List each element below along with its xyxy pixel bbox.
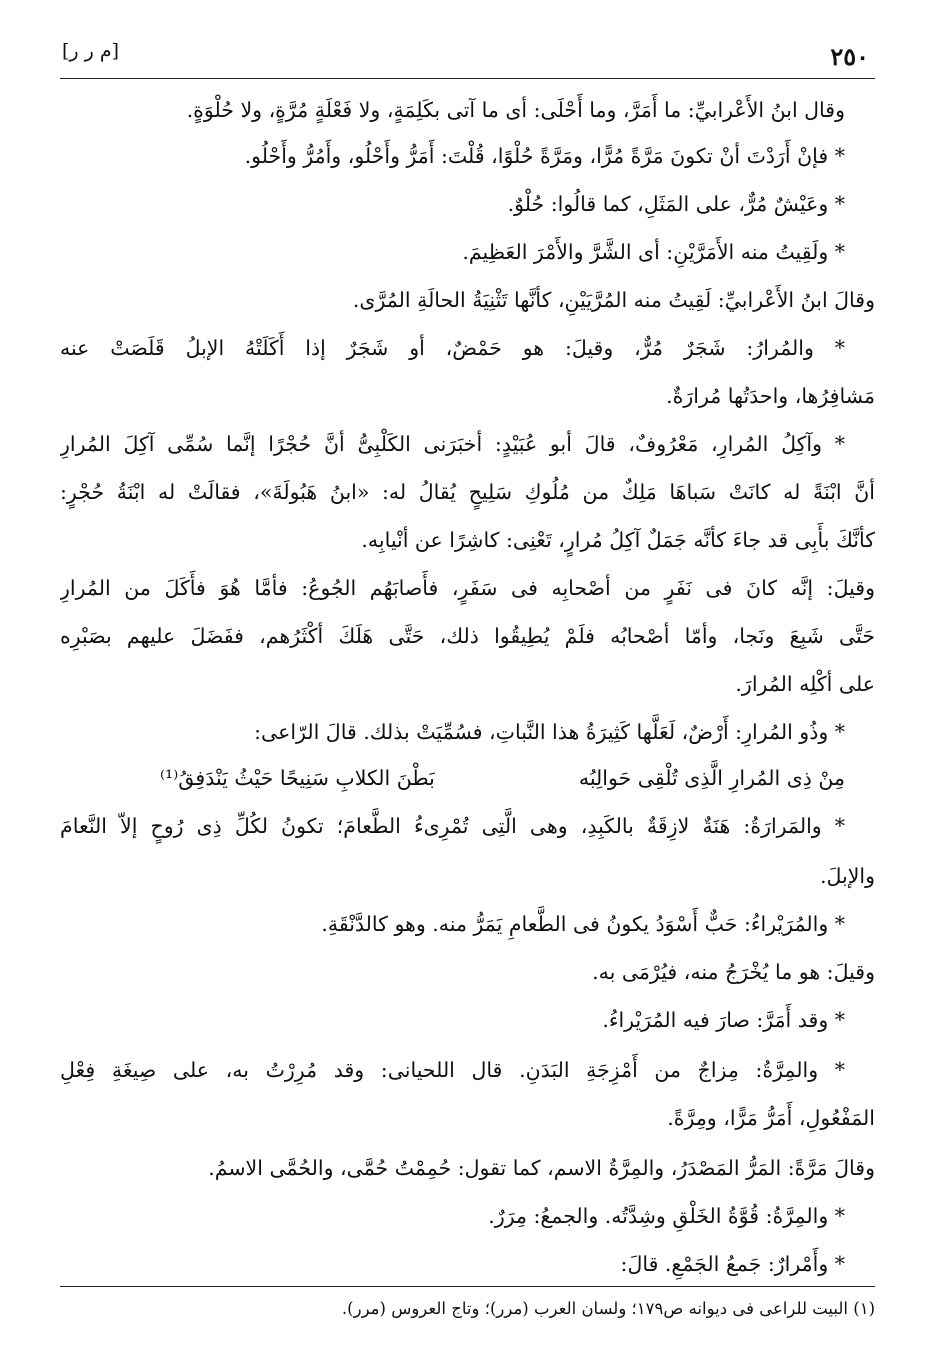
footnote-divider [60, 1286, 875, 1287]
text-line: وقيلَ: إنَّه كانَ فى نَفَرٍ من أصْحابِه فى سَفَرٍ، فأَصابَهُم الجُوعُ: فأمَّا هُوَ فأَكَلَ من المُرارِ [60, 576, 875, 600]
dictionary-page [60, 38, 875, 1338]
text-line: وقيلَ: هو ما يُخْرَجُ منه، فيُرْمَى به. [592, 960, 875, 984]
text-line: وقالَ ابنُ الأَعْرابيِّ: لَقِيتُ منه المُرَّيَيْنِ، كأنَّها تَثْنِيَةُ الحالَةِ المُرَّى. [352, 288, 875, 312]
text-line: مَشافِرُها، واحدَتُها مُرارَةٌ. [666, 384, 875, 408]
text-line: * وذُو المُرارِ: أَرْضٌ، لَعَلَّها كَثِيرَةُ هذا النَّباتِ، فسُمِّيَتْ بذلك. قالَ الرّاعى: [254, 720, 845, 744]
text-line: أنَّ ابْنَةً له كانَتْ سَباهَا مَلِكٌ من مُلُوكِ سَلِيحٍ يُقالُ له: «ابنُ هَبُولَةَ»، فقالَتْ له ابْنَةُ حُجْرٍ: [60, 480, 875, 504]
text-line: المَفْعُولِ، أَمَرُّ مَرًّا، ومِرَّةً. [667, 1106, 875, 1130]
text-line: * ولَقِيتُ منه الأَمَرَّيْنِ: أى الشَّرَّ والأَمْرَ العَظِيمَ. [462, 240, 845, 264]
text-line: * وعَيْشٌ مُرٌّ، على المَثَلِ، كما قالُوا: حُلْوٌ. [507, 192, 845, 216]
text-line: * والمِرَّةُ: مِزاجٌ من أَمْزِجَةِ البَدَنِ. قال اللحيانى: وقد مُرِرْتُ به، على صِيغَةِ فِعْلِ [60, 1058, 845, 1082]
text-line: كأنَّكَ بأَبِى قد جاءَ كأنَّه جَمَلٌ آكِلُ مُرارٍ، تَعْنِى: كاشِرًا عن أنْيابِه. [361, 528, 875, 552]
text-line: * والمِرَّةُ: قُوَّةُ الخَلْقِ وشِدَّتُه. والجمعُ: مِرَرٌ. [488, 1204, 845, 1228]
footnote: (١) البيت للراعى فى ديوانه ص١٧٩؛ ولسان العرب (مرر)؛ وتاج العروس (مرر). [341, 1299, 875, 1318]
text-line: * وأَمْرارٌ: جَمعُ الجَمْعِ. قالَ: [620, 1252, 845, 1276]
text-line: * وقد أَمَرَّ: صارَ فيه المُرَيْراءُ. [602, 1008, 845, 1032]
text-line: * والمُرَيْراءُ: حَبٌّ أَسْوَدُ يكونُ فى الطَّعامِ يَمَرُّ منه. وهو كالدَّنْقَةِ. [321, 912, 845, 936]
page-header [60, 38, 875, 79]
page-number: ٢٥٠ [830, 42, 869, 71]
text-line: * والمُرارُ: شَجَرٌ مُرٌّ، وقيلَ: هو حَمْضٌ، أو شَجَرٌ إذا أَكَلَتْهُ الإبلُ قَلَصَتْ عنه [60, 336, 845, 360]
root-label: [م ر ر] [62, 40, 120, 62]
verse-first-hemistich: مِنْ ذِى المُرارِ الَّذِى تُلْقِى حَوالِبُه [578, 766, 845, 790]
text-line: على أكْلِه المُرارَ. [735, 672, 875, 696]
verse-second-hemistich: بَطْنَ الكلابِ سَنِيحًا حَيْثُ يَنْدَفِقُ⁽¹⁾ [160, 766, 435, 790]
text-line: حَتَّى شَبِعَ ونَجا، وأمّا أصْحابُه فلَمْ يُطِيقُوا ذلك، حَتَّى هَلَكَ أكْثَرُهم، ففَضَلَ عليهم بصَبْرِه [60, 624, 875, 648]
text-line: والإبلَ. [819, 864, 875, 888]
text-line: * فإنْ أَرَدْتَ أنْ تكونَ مَرَّةً مُرًّا، ومَرَّةً حُلْوًا، قُلْتَ: أَمَرُّ وأَحْلُو، وأَمُرُّ وأَحْلُو. [244, 144, 845, 168]
text-line: وقال ابنُ الأَعْرابيِّ: ما أَمَرَّ، وما أَحْلَى: أى ما آتى بكَلِمَةٍ، ولا فَعْلَةٍ مُرَّةٍ، ولا حُلْوَةٍ. [186, 98, 845, 122]
text-line: * وآكِلُ المُرارِ، مَعْرُوفٌ، قالَ أبو عُبَيْدٍ: أخبَرَنى الكَلْبِىُّ أنَّ حُجْرًا إنَّما سُمِّى آكِلَ المُرارِ [60, 432, 845, 456]
text-line: وقالَ مَرَّةً: المَرُّ المَصْدَرُ، والمِرَّةُ الاسم، كما تقول: حُمِمْتُ حُمَّى، والحُمَّى الاسمُ. [208, 1156, 875, 1180]
text-line: * والمَرارَةُ: هَنَةٌ لازِقَةٌ بالكَبِدِ، وهى الَّتِى تُمْرِىءُ الطَّعامَ؛ تكونُ لكُلِّ ذِى رُوحٍ إلاّ النَّعامَ [60, 814, 845, 838]
